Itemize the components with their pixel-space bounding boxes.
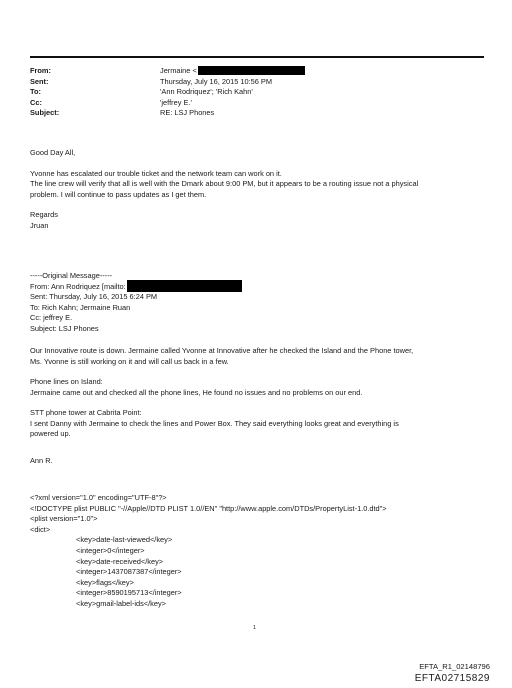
greeting: Good Day All, bbox=[30, 148, 76, 157]
plist-entry: <key>date-received</key> bbox=[76, 556, 164, 566]
original-from: From: Ann Rodriquez [mailto: bbox=[30, 282, 490, 293]
original-cc: Cc: jeffrey E. bbox=[30, 313, 73, 322]
reply-line-3: problem. I will continue to pass updates as I get them. bbox=[30, 189, 207, 199]
subject-label: Subject: bbox=[30, 108, 60, 117]
plist-line: <plist version="1.0"> bbox=[30, 514, 98, 524]
signature: Jruan bbox=[30, 220, 49, 230]
reply-line-1: Yvonne has escalated our trouble ticket and the network team can work on it. bbox=[30, 168, 282, 178]
subject-value: RE: LSJ Phones bbox=[160, 108, 215, 117]
original-subject: Subject: LSJ Phones bbox=[30, 323, 99, 333]
sent-value: Thursday, July 16, 2015 10:56 PM bbox=[160, 76, 273, 86]
email-header bbox=[30, 66, 490, 119]
original-sent: Sent: Thursday, July 16, 2015 6:24 PM bbox=[30, 292, 158, 301]
plist-entry: <integer>0</integer> bbox=[76, 545, 145, 555]
plist-entry: <key>gmail-label-ids</key> bbox=[76, 598, 166, 608]
cc-label: Cc: bbox=[30, 97, 42, 107]
from-value: Jermaine < bbox=[160, 66, 305, 77]
reply-line-2: The line crew will verify that all is well with the Dmark about 9:00 PM, but it appears to be a routing issue not a physical bbox=[30, 179, 419, 188]
original-to: To: Rich Kahn; Jermaine Ruan bbox=[30, 302, 131, 312]
para2-line-1: Jermaine came out and checked all the phone lines, He found no issues and no problems on our end. bbox=[30, 387, 363, 397]
cc-row bbox=[30, 98, 490, 109]
doc-id-small: EFTA_R1_02148796 bbox=[419, 662, 490, 671]
regards: Regards bbox=[30, 210, 58, 219]
to-value: 'Ann Rodriquez'; 'Rich Kahn' bbox=[160, 87, 253, 96]
sent-label: Sent: bbox=[30, 76, 49, 86]
para3-line-2: powered up. bbox=[30, 429, 71, 438]
plist-entry: <key>date-last-viewed</key> bbox=[76, 535, 173, 545]
from-row bbox=[30, 66, 490, 77]
page-number: 1 bbox=[253, 625, 257, 631]
plist-block bbox=[30, 493, 387, 610]
plist-entry: <key>flags</key> bbox=[76, 577, 134, 587]
para1-line-2: Ms. Yvonne is still working on it and will call us back in a few. bbox=[30, 356, 229, 366]
para2-title: Phone lines on Island: bbox=[30, 377, 103, 386]
original-marker: -----Original Message----- bbox=[30, 271, 113, 280]
para1-line-1: Our Innovative route is down. Jermaine called Yvonne at Innovative after he checked the Island and the Phone tower, bbox=[30, 346, 414, 355]
signoff: Ann R. bbox=[30, 455, 53, 465]
to-label: To: bbox=[30, 87, 41, 96]
cc-value: 'jeffrey E.' bbox=[160, 97, 192, 107]
doc-id-large: EFTA02715829 bbox=[414, 673, 490, 684]
reply-body bbox=[30, 148, 490, 231]
sent-row bbox=[30, 77, 490, 88]
plist-line: <dict> bbox=[30, 524, 51, 534]
original-message bbox=[30, 271, 490, 466]
para3-title: STT phone tower at Cabrita Point: bbox=[30, 408, 142, 417]
to-row bbox=[30, 87, 490, 98]
plist-line: <?xml version="1.0" encoding="UTF-8"?> bbox=[30, 493, 167, 502]
plist-line: <!DOCTYPE plist PUBLIC "-//Apple//DTD PLIST 1.0//EN" "http://www.apple.com/DTDs/PropertyList-1.0.dtd"> bbox=[30, 503, 387, 513]
header-rule bbox=[30, 56, 484, 58]
redaction-block bbox=[198, 66, 305, 75]
para3-line-1: I sent Danny with Jermaine to check the lines and Power Box. They said everything looks great and everything is bbox=[30, 418, 399, 428]
plist-entry: <integer>8590195713</integer> bbox=[76, 588, 182, 598]
redaction-block bbox=[127, 280, 242, 292]
plist-entry: <integer>1437087387</integer> bbox=[76, 567, 182, 577]
from-label: From: bbox=[30, 66, 51, 75]
subject-row bbox=[30, 108, 490, 119]
